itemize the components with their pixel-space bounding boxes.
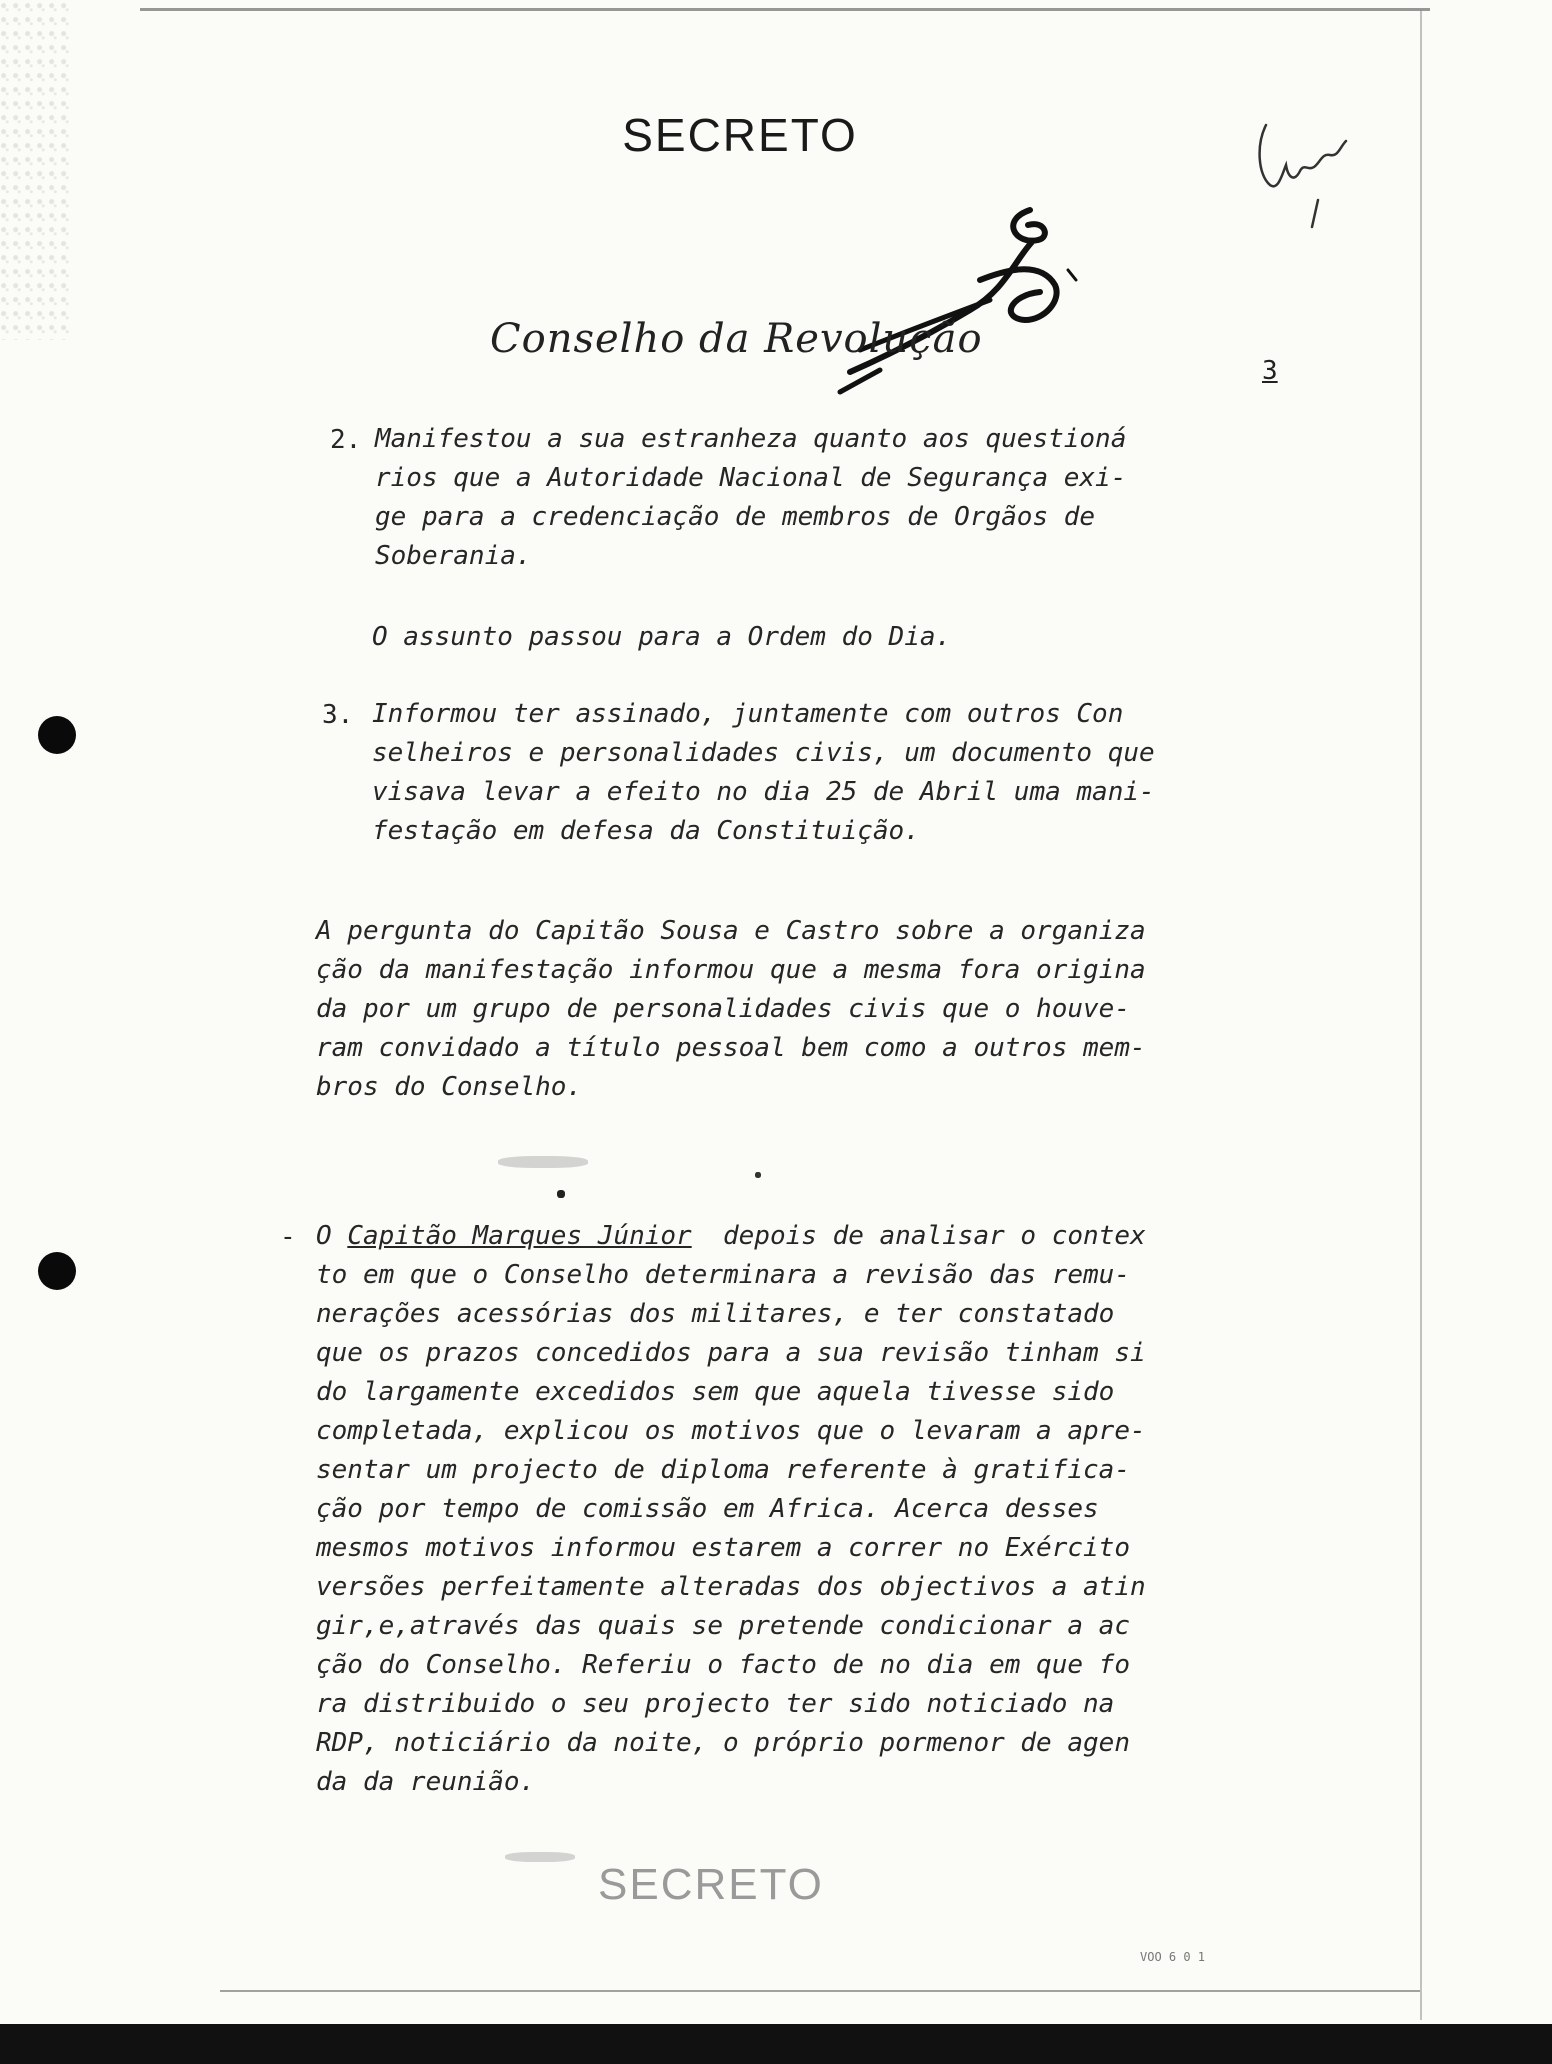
item-number: 3. (322, 700, 354, 730)
text-line: gir,e,através das quais se pretende condicionar a ac (316, 1611, 1130, 1641)
signature-flourish-icon (800, 200, 1100, 400)
text-line: versões perfeitamente alteradas dos objectivos a atin (316, 1572, 1146, 1602)
text-line: mesmos motivos informou estarem a correr no Exército (316, 1533, 1130, 1563)
text-line: ra distribuido o seu projecto ter sido noticiado na (316, 1689, 1115, 1719)
text-line: do largamente excedidos sem que aquela tivesse sido (316, 1377, 1115, 1407)
item-text (375, 420, 1126, 576)
text-line: Soberania. (375, 541, 532, 571)
person-name: Capitão Marques Júnior (347, 1221, 692, 1251)
text-line: Informou ter assinado, juntamente com outros Con (372, 699, 1124, 729)
punch-hole (38, 1252, 76, 1290)
text-line: ção por tempo de comissão em Africa. Acerca desses (316, 1494, 1099, 1524)
text-line: to em que o Conselho determinara a revisão das remu- (316, 1260, 1130, 1290)
text-line-prefix: O (316, 1221, 332, 1251)
handwritten-annotation-icon (1248, 105, 1358, 235)
text-line: depois de analisar o contex (691, 1221, 1146, 1251)
text-line: ção da manifestação informou que a mesma fora origina (316, 955, 1146, 985)
ink-speck (755, 1172, 761, 1178)
scan-edge-right (1420, 10, 1422, 2020)
text-line: sentar um projecto de diploma referente à gratifica- (316, 1455, 1130, 1485)
classification-footer: SECRETO (598, 1860, 824, 1909)
page-number: 3 (1262, 356, 1278, 386)
text-line: A pergunta do Capitão Sousa e Castro sobre a organiza (316, 916, 1146, 946)
text-line: completada, explicou os motivos que o levaram a apre- (316, 1416, 1146, 1446)
scan-edge-bottom-line (220, 1990, 1420, 1992)
council-title: Conselho da Revolução (490, 316, 983, 362)
text-line: da da reunião. (316, 1767, 536, 1797)
scan-specks (0, 0, 70, 340)
classification-header-text: SECRETO (622, 109, 858, 161)
text-line: festação em defesa da Constituição. (372, 816, 920, 846)
ink-speck (557, 1190, 565, 1198)
section-text (316, 1217, 1146, 1802)
text-line: Manifestou a sua estranheza quanto aos questioná (375, 424, 1127, 454)
footer-code: VOO 6 0 1 (1140, 1950, 1206, 1964)
text-line: ram convidado a título pessoal bem como a outros mem- (316, 1033, 1146, 1063)
scan-edge-bottom (0, 2024, 1552, 2064)
item-number: 2. (330, 425, 362, 455)
text-line: bros do Conselho. (316, 1072, 583, 1102)
text-line: ge para a credenciação de membros de Orgãos de (375, 502, 1096, 532)
text-line: rios que a Autoridade Nacional de Segurança exi- (375, 463, 1127, 493)
text-line: RDP, noticiário da noite, o próprio pormenor de agen (316, 1728, 1130, 1758)
text-line: que os prazos concedidos para a sua revisão tinham si (316, 1338, 1146, 1368)
ink-smudge (505, 1852, 575, 1862)
ink-smudge (498, 1156, 588, 1168)
scan-edge-top (140, 8, 1430, 11)
text-line: ção do Conselho. Referiu o facto de no dia em que fo (316, 1650, 1130, 1680)
text-line: nerações acessórias dos militares, e ter constatado (316, 1299, 1115, 1329)
punch-hole (38, 716, 76, 754)
text-line: selheiros e personalidades civis, um documento que (372, 738, 1155, 768)
paragraph-text (316, 912, 1146, 1107)
item-text (372, 695, 1155, 851)
text-line: visava levar a efeito no dia 25 de Abril uma mani- (372, 777, 1155, 807)
section-dash: - (280, 1222, 296, 1252)
text-line: da por um grupo de personalidades civis que o houve- (316, 994, 1130, 1024)
item-note: O assunto passou para a Ordem do Dia. (372, 622, 952, 652)
